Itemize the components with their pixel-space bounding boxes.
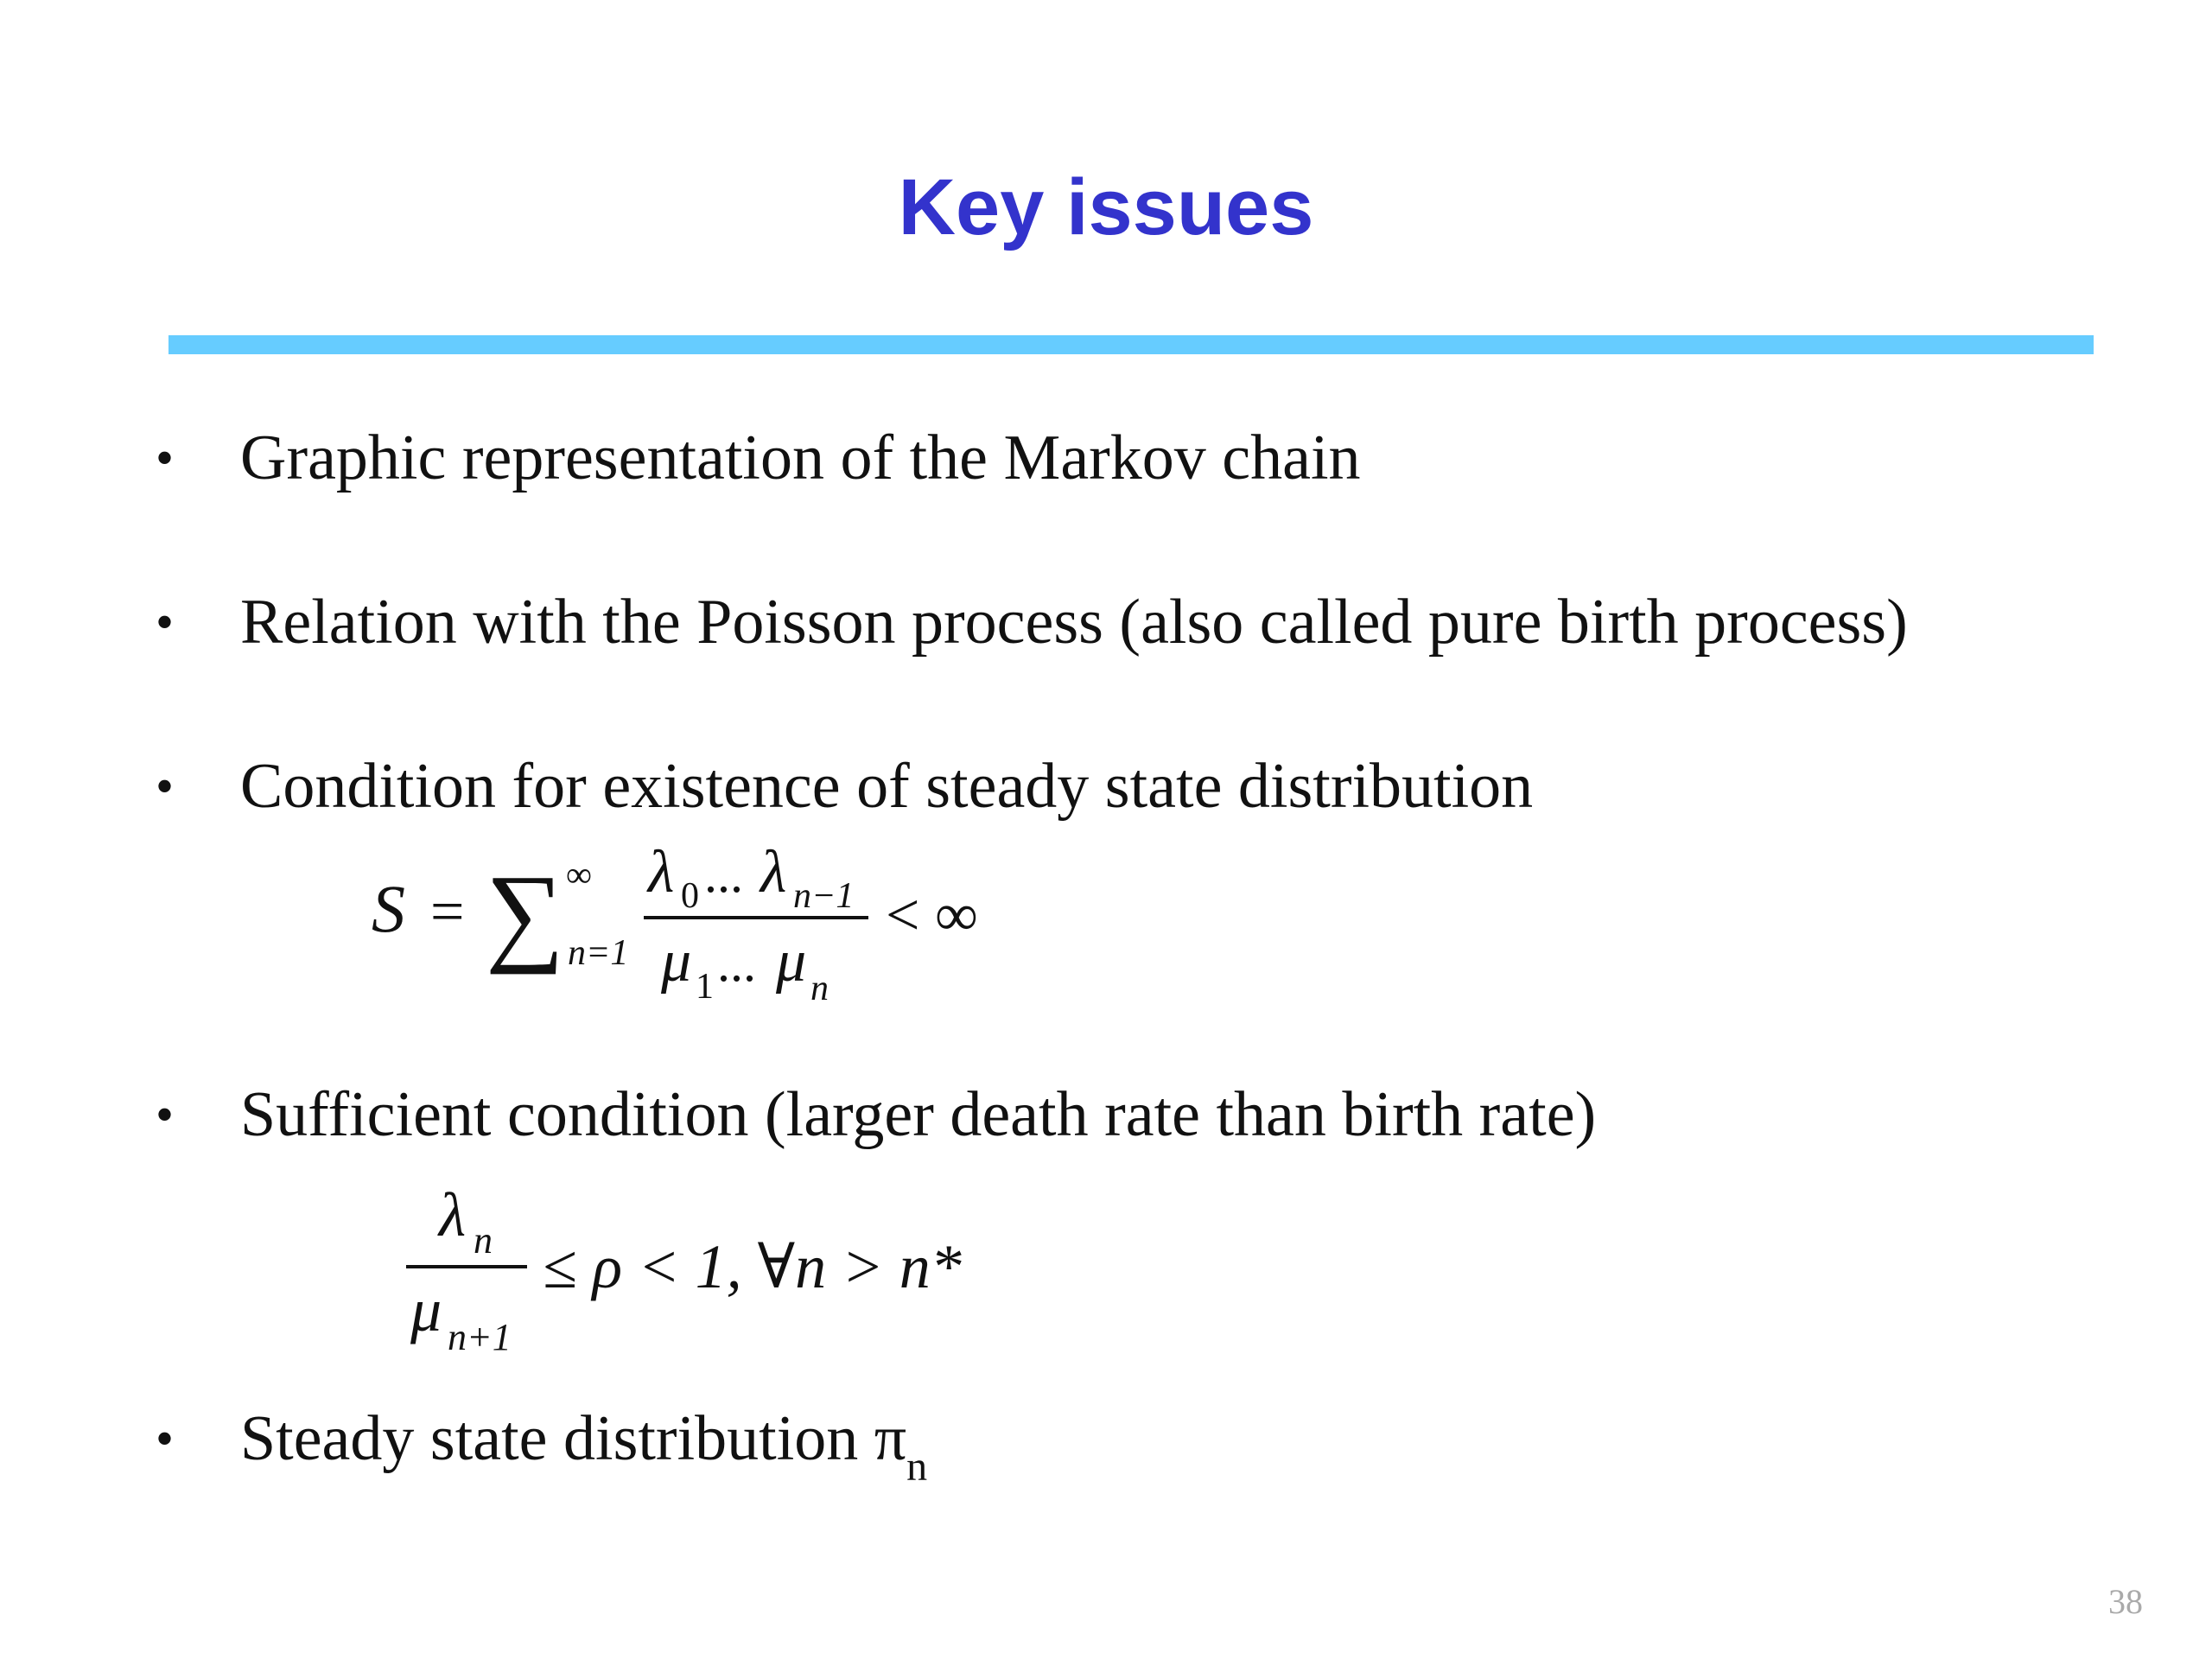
sufficient-condition-equation xyxy=(397,1166,1054,1365)
numerator-lambda-first: λ xyxy=(648,839,675,906)
bullet-text-main: Steady state distribution π xyxy=(240,1403,907,1474)
fraction-denominator-mu: μ xyxy=(410,1275,442,1344)
bullet-marker: • xyxy=(156,758,175,815)
pi-subscript: n xyxy=(906,1443,928,1490)
sum-upper-limit: ∞ xyxy=(566,855,592,895)
sum-symbol: ∑ xyxy=(486,852,565,975)
denominator-dots: ... xyxy=(717,935,756,992)
equation-inequality: ≤ ρ < 1, ∀n > n* xyxy=(543,1232,962,1301)
bullet-marker: • xyxy=(156,594,175,651)
bullet-text: Condition for existence of steady state distribution xyxy=(240,751,1534,822)
numerator-lambda-last: λ xyxy=(760,839,787,906)
bullet-text xyxy=(240,1400,927,1499)
slide-title: Key issues xyxy=(898,163,1314,251)
existence-condition-equation xyxy=(363,830,1020,1037)
denominator-mu-first-sub: 1 xyxy=(696,967,714,1007)
denominator-mu-last: μ xyxy=(776,928,807,995)
numerator-lambda-last-sub: n−1 xyxy=(793,876,855,916)
equation-relation: < ∞ xyxy=(886,882,978,949)
fraction-numerator-lambda: λ xyxy=(439,1180,467,1249)
equation-lhs-s: S xyxy=(372,871,405,946)
numerator-dots: ... xyxy=(704,846,743,903)
bullet-marker: • xyxy=(156,429,175,486)
bullet-text: Sufficient condition (larger death rate than birth rate) xyxy=(240,1079,1597,1150)
fraction-denominator-sub: n+1 xyxy=(448,1316,512,1358)
page-number: 38 xyxy=(2108,1582,2143,1621)
title-underline xyxy=(168,335,2094,354)
bullet-text: Relation with the Poisson process (also called pure birth process) xyxy=(240,587,1908,658)
denominator-mu-first: μ xyxy=(661,928,692,995)
fraction-numerator-sub: n xyxy=(474,1219,493,1262)
sum-lower-limit: n=1 xyxy=(568,933,629,973)
bullet-marker: • xyxy=(156,1410,175,1467)
bullet-text: Graphic representation of the Markov chain xyxy=(240,423,1361,493)
bullet-marker: • xyxy=(156,1086,175,1143)
numerator-lambda-first-sub: 0 xyxy=(681,876,699,916)
denominator-mu-last-sub: n xyxy=(810,969,829,1008)
equation-equals: = xyxy=(430,879,465,945)
